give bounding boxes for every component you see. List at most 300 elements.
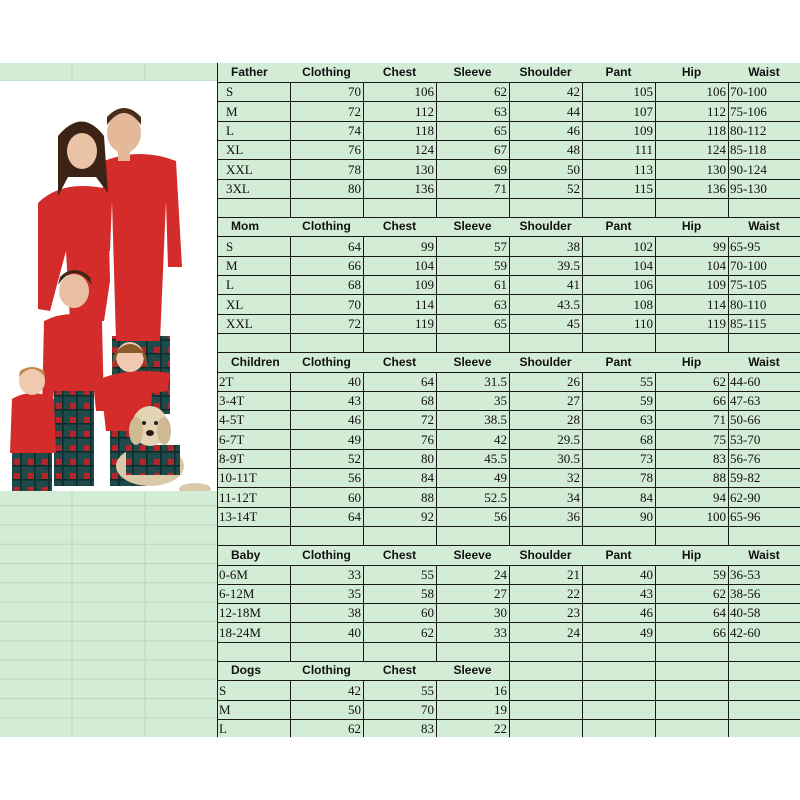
size-label: 6-12M bbox=[217, 584, 290, 603]
empty-cell bbox=[436, 642, 509, 661]
table-row bbox=[217, 584, 800, 604]
cell-pant: 46 bbox=[582, 603, 655, 622]
cell-pant: 49 bbox=[582, 623, 655, 642]
empty-grid-row bbox=[509, 661, 800, 681]
size-label: 11-12T bbox=[217, 488, 290, 507]
mom-section-title: Mom bbox=[231, 219, 259, 234]
empty-cell bbox=[728, 526, 800, 545]
table-row bbox=[217, 603, 800, 623]
cell-clothing: 72 bbox=[290, 314, 363, 333]
size-label: 4-5T bbox=[217, 410, 290, 429]
cell-clothing: 35 bbox=[290, 584, 363, 603]
cell-waist: 80-110 bbox=[728, 295, 800, 314]
cell-hip: 99 bbox=[655, 237, 728, 256]
cell-shoulder: 41 bbox=[509, 275, 582, 294]
cell-clothing: 56 bbox=[290, 468, 363, 487]
size-label: 12-18M bbox=[217, 603, 290, 622]
cell-shoulder: 43.5 bbox=[509, 295, 582, 314]
cell-hip: 118 bbox=[655, 121, 728, 140]
cell-sleeve: 63 bbox=[436, 295, 509, 314]
cell-pant: 105 bbox=[582, 82, 655, 101]
empty-cell bbox=[728, 681, 800, 700]
column-header-clothing: Clothing bbox=[302, 547, 351, 562]
table-row bbox=[217, 488, 800, 508]
column-header-clothing: Clothing bbox=[302, 219, 351, 234]
cell-chest: 118 bbox=[363, 121, 436, 140]
empty-cell bbox=[509, 333, 582, 352]
cell-sleeve: 69 bbox=[436, 160, 509, 179]
cell-chest: 109 bbox=[363, 275, 436, 294]
cell-pant: 84 bbox=[582, 488, 655, 507]
column-header-hip: Hip bbox=[681, 65, 702, 79]
cell-shoulder: 26 bbox=[509, 372, 582, 391]
column-header-chest: Chest bbox=[382, 663, 417, 678]
cell-chest: 106 bbox=[363, 82, 436, 101]
cell-clothing: 38 bbox=[290, 603, 363, 622]
size-label: M bbox=[217, 700, 290, 719]
cell-sleeve: 42 bbox=[436, 430, 509, 449]
spacer-row bbox=[217, 333, 800, 353]
cell-waist: 65-95 bbox=[728, 237, 800, 256]
cell-sleeve: 49 bbox=[436, 468, 509, 487]
cell-pant: 40 bbox=[582, 565, 655, 584]
table-row bbox=[217, 507, 800, 527]
column-header-waist: Waist bbox=[748, 354, 780, 369]
spacer-row bbox=[217, 642, 800, 662]
empty-grid-row bbox=[509, 700, 800, 720]
cell-shoulder: 36 bbox=[509, 507, 582, 526]
column-header-chest: Chest bbox=[382, 354, 417, 369]
empty-cell bbox=[217, 198, 290, 217]
cell-chest: 92 bbox=[363, 507, 436, 526]
cell-clothing: 43 bbox=[290, 391, 363, 410]
column-header-waist: Waist bbox=[748, 219, 780, 234]
empty-grid-row bbox=[509, 719, 800, 737]
cell-pant: 55 bbox=[582, 372, 655, 391]
cell-pant: 109 bbox=[582, 121, 655, 140]
cell-hip: 112 bbox=[655, 102, 728, 121]
empty-cell bbox=[582, 198, 655, 217]
size-label: L bbox=[217, 719, 290, 737]
cell-hip: 71 bbox=[655, 410, 728, 429]
table-row bbox=[217, 719, 509, 737]
column-header-sleeve: Sleeve bbox=[453, 65, 492, 79]
cell-waist: 42-60 bbox=[728, 623, 800, 642]
cell-clothing: 70 bbox=[290, 82, 363, 101]
cell-hip: 66 bbox=[655, 623, 728, 642]
cell-shoulder: 38 bbox=[509, 237, 582, 256]
column-header-shoulder: Shoulder bbox=[519, 219, 572, 234]
column-header-hip: Hip bbox=[681, 547, 702, 562]
cell-pant: 110 bbox=[582, 314, 655, 333]
column-header-chest: Chest bbox=[382, 65, 417, 79]
table-row bbox=[217, 372, 800, 392]
table-row bbox=[217, 121, 800, 141]
empty-cell bbox=[363, 642, 436, 661]
cell-sleeve: 24 bbox=[436, 565, 509, 584]
column-header-shoulder: Shoulder bbox=[519, 547, 572, 562]
empty-cell bbox=[655, 661, 728, 680]
cell-waist: 44-60 bbox=[728, 372, 800, 391]
table-row bbox=[217, 179, 800, 199]
empty-cell bbox=[728, 661, 800, 680]
size-label: L bbox=[217, 275, 290, 294]
empty-cell bbox=[509, 526, 582, 545]
table-row bbox=[217, 160, 800, 180]
table-row bbox=[217, 681, 509, 701]
empty-cell bbox=[436, 198, 509, 217]
cell-sleeve: 59 bbox=[436, 256, 509, 275]
cell-chest: 99 bbox=[363, 237, 436, 256]
cell-clothing: 78 bbox=[290, 160, 363, 179]
cell-sleeve: 30 bbox=[436, 603, 509, 622]
cell-pant: 107 bbox=[582, 102, 655, 121]
cell-pant: 63 bbox=[582, 410, 655, 429]
empty-cell bbox=[728, 642, 800, 661]
cell-waist: 59-82 bbox=[728, 468, 800, 487]
cell-chest: 112 bbox=[363, 102, 436, 121]
cell-clothing: 50 bbox=[290, 700, 363, 719]
cell-chest: 68 bbox=[363, 391, 436, 410]
size-table bbox=[217, 63, 800, 737]
table-row bbox=[217, 102, 800, 122]
cell-hip: 104 bbox=[655, 256, 728, 275]
empty-cell bbox=[509, 661, 582, 680]
cell-sleeve: 45.5 bbox=[436, 449, 509, 468]
empty-cell bbox=[363, 526, 436, 545]
cell-sleeve: 16 bbox=[436, 681, 509, 700]
table-row bbox=[217, 430, 800, 450]
size-label: XL bbox=[217, 295, 290, 314]
baby-header-row bbox=[217, 546, 800, 566]
cell-clothing: 33 bbox=[290, 565, 363, 584]
cell-shoulder: 29.5 bbox=[509, 430, 582, 449]
table-row bbox=[217, 275, 800, 295]
empty-cell bbox=[217, 333, 290, 352]
product-photo bbox=[0, 81, 217, 491]
cell-sleeve: 27 bbox=[436, 584, 509, 603]
cell-waist: 85-115 bbox=[728, 314, 800, 333]
cell-clothing: 46 bbox=[290, 410, 363, 429]
cell-shoulder: 27 bbox=[509, 391, 582, 410]
empty-cell bbox=[582, 681, 655, 700]
empty-cell bbox=[655, 526, 728, 545]
cell-hip: 62 bbox=[655, 584, 728, 603]
cell-chest: 60 bbox=[363, 603, 436, 622]
cell-pant: 102 bbox=[582, 237, 655, 256]
cell-sleeve: 61 bbox=[436, 275, 509, 294]
size-label: 3XL bbox=[217, 179, 290, 198]
cell-clothing: 72 bbox=[290, 102, 363, 121]
empty-cell bbox=[509, 681, 582, 700]
cell-pant: 108 bbox=[582, 295, 655, 314]
cell-clothing: 40 bbox=[290, 623, 363, 642]
cell-shoulder: 45 bbox=[509, 314, 582, 333]
empty-cell bbox=[655, 719, 728, 737]
table-row bbox=[217, 468, 800, 488]
cell-chest: 58 bbox=[363, 584, 436, 603]
cell-waist: 50-66 bbox=[728, 410, 800, 429]
spacer-row bbox=[217, 526, 800, 546]
cell-chest: 124 bbox=[363, 140, 436, 159]
cell-hip: 124 bbox=[655, 140, 728, 159]
cell-sleeve: 71 bbox=[436, 179, 509, 198]
cell-chest: 62 bbox=[363, 623, 436, 642]
cell-sleeve: 19 bbox=[436, 700, 509, 719]
column-header-waist: Waist bbox=[748, 65, 780, 79]
cell-hip: 109 bbox=[655, 275, 728, 294]
column-header-sleeve: Sleeve bbox=[453, 219, 492, 234]
cell-waist: 62-90 bbox=[728, 488, 800, 507]
size-label: 8-9T bbox=[217, 449, 290, 468]
table-row bbox=[217, 565, 800, 585]
cell-waist: 70-100 bbox=[728, 256, 800, 275]
size-label: XXL bbox=[217, 314, 290, 333]
cell-waist: 85-118 bbox=[728, 140, 800, 159]
column-header-chest: Chest bbox=[382, 547, 417, 562]
empty-cell bbox=[582, 661, 655, 680]
cell-clothing: 62 bbox=[290, 719, 363, 737]
cell-clothing: 60 bbox=[290, 488, 363, 507]
empty-cell bbox=[582, 333, 655, 352]
cell-shoulder: 22 bbox=[509, 584, 582, 603]
cell-chest: 55 bbox=[363, 681, 436, 700]
cell-hip: 100 bbox=[655, 507, 728, 526]
empty-cell bbox=[290, 198, 363, 217]
empty-cell bbox=[728, 719, 800, 737]
cell-hip: 59 bbox=[655, 565, 728, 584]
column-header-pant: Pant bbox=[605, 219, 632, 234]
empty-cell bbox=[436, 526, 509, 545]
column-header-hip: Hip bbox=[681, 219, 702, 234]
dogs-section-title: Dogs bbox=[231, 663, 261, 678]
cell-chest: 55 bbox=[363, 565, 436, 584]
cell-sleeve: 22 bbox=[436, 719, 509, 737]
cell-pant: 111 bbox=[582, 140, 655, 159]
cell-hip: 119 bbox=[655, 314, 728, 333]
cell-chest: 72 bbox=[363, 410, 436, 429]
column-header-clothing: Clothing bbox=[302, 354, 351, 369]
cell-chest: 88 bbox=[363, 488, 436, 507]
cell-sleeve: 65 bbox=[436, 121, 509, 140]
cell-shoulder: 23 bbox=[509, 603, 582, 622]
cell-shoulder: 24 bbox=[509, 623, 582, 642]
cell-waist: 65-96 bbox=[728, 507, 800, 526]
cell-chest: 114 bbox=[363, 295, 436, 314]
empty-cell bbox=[509, 700, 582, 719]
size-label: L bbox=[217, 121, 290, 140]
size-label: 10-11T bbox=[217, 468, 290, 487]
empty-cell bbox=[655, 700, 728, 719]
father-header-row bbox=[217, 63, 800, 83]
empty-cell bbox=[728, 198, 800, 217]
cell-chest: 64 bbox=[363, 372, 436, 391]
size-label: 13-14T bbox=[217, 507, 290, 526]
cell-clothing: 66 bbox=[290, 256, 363, 275]
cell-pant: 90 bbox=[582, 507, 655, 526]
empty-cell bbox=[655, 681, 728, 700]
cell-shoulder: 39.5 bbox=[509, 256, 582, 275]
cell-clothing: 49 bbox=[290, 430, 363, 449]
cell-sleeve: 33 bbox=[436, 623, 509, 642]
cell-chest: 84 bbox=[363, 468, 436, 487]
cell-hip: 94 bbox=[655, 488, 728, 507]
size-label: 2T bbox=[217, 372, 290, 391]
cell-clothing: 40 bbox=[290, 372, 363, 391]
column-header-clothing: Clothing bbox=[302, 663, 351, 678]
column-header-chest: Chest bbox=[382, 219, 417, 234]
empty-cell bbox=[217, 642, 290, 661]
cell-shoulder: 32 bbox=[509, 468, 582, 487]
spacer-row bbox=[217, 198, 800, 218]
cell-hip: 64 bbox=[655, 603, 728, 622]
dogs-header-row bbox=[217, 661, 509, 681]
cell-clothing: 64 bbox=[290, 507, 363, 526]
size-label: 0-6M bbox=[217, 565, 290, 584]
cell-waist: 75-105 bbox=[728, 275, 800, 294]
cell-pant: 104 bbox=[582, 256, 655, 275]
size-label: 3-4T bbox=[217, 391, 290, 410]
family-pajamas-illustration bbox=[0, 81, 217, 491]
cell-chest: 130 bbox=[363, 160, 436, 179]
cell-sleeve: 56 bbox=[436, 507, 509, 526]
size-label: S bbox=[217, 681, 290, 700]
cell-shoulder: 42 bbox=[509, 82, 582, 101]
cell-clothing: 76 bbox=[290, 140, 363, 159]
cell-sleeve: 52.5 bbox=[436, 488, 509, 507]
table-row bbox=[217, 82, 800, 102]
cell-hip: 130 bbox=[655, 160, 728, 179]
empty-cell bbox=[290, 333, 363, 352]
cell-waist: 75-106 bbox=[728, 102, 800, 121]
cell-chest: 136 bbox=[363, 179, 436, 198]
empty-cell bbox=[582, 719, 655, 737]
cell-pant: 43 bbox=[582, 584, 655, 603]
cell-sleeve: 67 bbox=[436, 140, 509, 159]
cell-hip: 83 bbox=[655, 449, 728, 468]
cell-pant: 115 bbox=[582, 179, 655, 198]
cell-waist: 36-53 bbox=[728, 565, 800, 584]
cell-clothing: 68 bbox=[290, 275, 363, 294]
cell-hip: 75 bbox=[655, 430, 728, 449]
cell-sleeve: 63 bbox=[436, 102, 509, 121]
cell-hip: 106 bbox=[655, 82, 728, 101]
table-row bbox=[217, 700, 509, 720]
cell-chest: 70 bbox=[363, 700, 436, 719]
table-row bbox=[217, 295, 800, 315]
cell-chest: 76 bbox=[363, 430, 436, 449]
cell-waist: 56-76 bbox=[728, 449, 800, 468]
table-row bbox=[217, 237, 800, 257]
cell-clothing: 42 bbox=[290, 681, 363, 700]
column-header-pant: Pant bbox=[605, 354, 632, 369]
size-label: M bbox=[217, 256, 290, 275]
empty-cell bbox=[509, 198, 582, 217]
size-label: XXL bbox=[217, 160, 290, 179]
cell-pant: 113 bbox=[582, 160, 655, 179]
empty-cell bbox=[217, 526, 290, 545]
cell-chest: 83 bbox=[363, 719, 436, 737]
empty-cell bbox=[582, 526, 655, 545]
empty-cell bbox=[363, 333, 436, 352]
cell-pant: 59 bbox=[582, 391, 655, 410]
cell-shoulder: 21 bbox=[509, 565, 582, 584]
cell-clothing: 70 bbox=[290, 295, 363, 314]
size-label: 6-7T bbox=[217, 430, 290, 449]
cell-clothing: 80 bbox=[290, 179, 363, 198]
column-header-shoulder: Shoulder bbox=[519, 354, 572, 369]
empty-cell bbox=[509, 719, 582, 737]
empty-cell bbox=[290, 642, 363, 661]
size-chart-sheet bbox=[0, 63, 800, 737]
column-header-hip: Hip bbox=[681, 354, 702, 369]
baby-section-title: Baby bbox=[231, 547, 261, 562]
table-row bbox=[217, 391, 800, 411]
cell-pant: 106 bbox=[582, 275, 655, 294]
table-row bbox=[217, 140, 800, 160]
children-section-title: Children bbox=[231, 354, 280, 369]
cell-waist: 38-56 bbox=[728, 584, 800, 603]
size-label: XL bbox=[217, 140, 290, 159]
cell-shoulder: 34 bbox=[509, 488, 582, 507]
size-label: M bbox=[217, 102, 290, 121]
table-row bbox=[217, 410, 800, 430]
cell-shoulder: 44 bbox=[509, 102, 582, 121]
mom-header-row bbox=[217, 217, 800, 237]
empty-cell bbox=[509, 642, 582, 661]
column-header-sleeve: Sleeve bbox=[453, 354, 492, 369]
empty-cell bbox=[363, 198, 436, 217]
cell-chest: 119 bbox=[363, 314, 436, 333]
cell-chest: 80 bbox=[363, 449, 436, 468]
cell-hip: 88 bbox=[655, 468, 728, 487]
cell-waist: 90-124 bbox=[728, 160, 800, 179]
size-label: 18-24M bbox=[217, 623, 290, 642]
column-header-pant: Pant bbox=[605, 547, 632, 562]
cell-waist: 53-70 bbox=[728, 430, 800, 449]
cell-hip: 66 bbox=[655, 391, 728, 410]
column-header-pant: Pant bbox=[605, 65, 632, 79]
empty-grid-row bbox=[509, 681, 800, 701]
table-left-border bbox=[217, 63, 218, 737]
column-header-shoulder: Shoulder bbox=[519, 65, 572, 79]
empty-cell bbox=[436, 333, 509, 352]
children-header-row bbox=[217, 353, 800, 373]
cell-waist: 47-63 bbox=[728, 391, 800, 410]
cell-sleeve: 31.5 bbox=[436, 372, 509, 391]
empty-cell bbox=[582, 700, 655, 719]
cell-sleeve: 65 bbox=[436, 314, 509, 333]
empty-cell bbox=[728, 333, 800, 352]
cell-shoulder: 46 bbox=[509, 121, 582, 140]
table-row bbox=[217, 449, 800, 469]
cell-sleeve: 38.5 bbox=[436, 410, 509, 429]
cell-shoulder: 52 bbox=[509, 179, 582, 198]
cell-sleeve: 35 bbox=[436, 391, 509, 410]
empty-cell bbox=[290, 526, 363, 545]
cell-waist: 40-58 bbox=[728, 603, 800, 622]
table-row bbox=[217, 623, 800, 643]
empty-cell bbox=[582, 642, 655, 661]
column-header-sleeve: Sleeve bbox=[453, 547, 492, 562]
size-label: S bbox=[217, 237, 290, 256]
cell-waist: 95-130 bbox=[728, 179, 800, 198]
table-row bbox=[217, 314, 800, 334]
column-header-waist: Waist bbox=[748, 547, 780, 562]
cell-clothing: 74 bbox=[290, 121, 363, 140]
column-header-sleeve: Sleeve bbox=[453, 663, 492, 678]
cell-waist: 70-100 bbox=[728, 82, 800, 101]
